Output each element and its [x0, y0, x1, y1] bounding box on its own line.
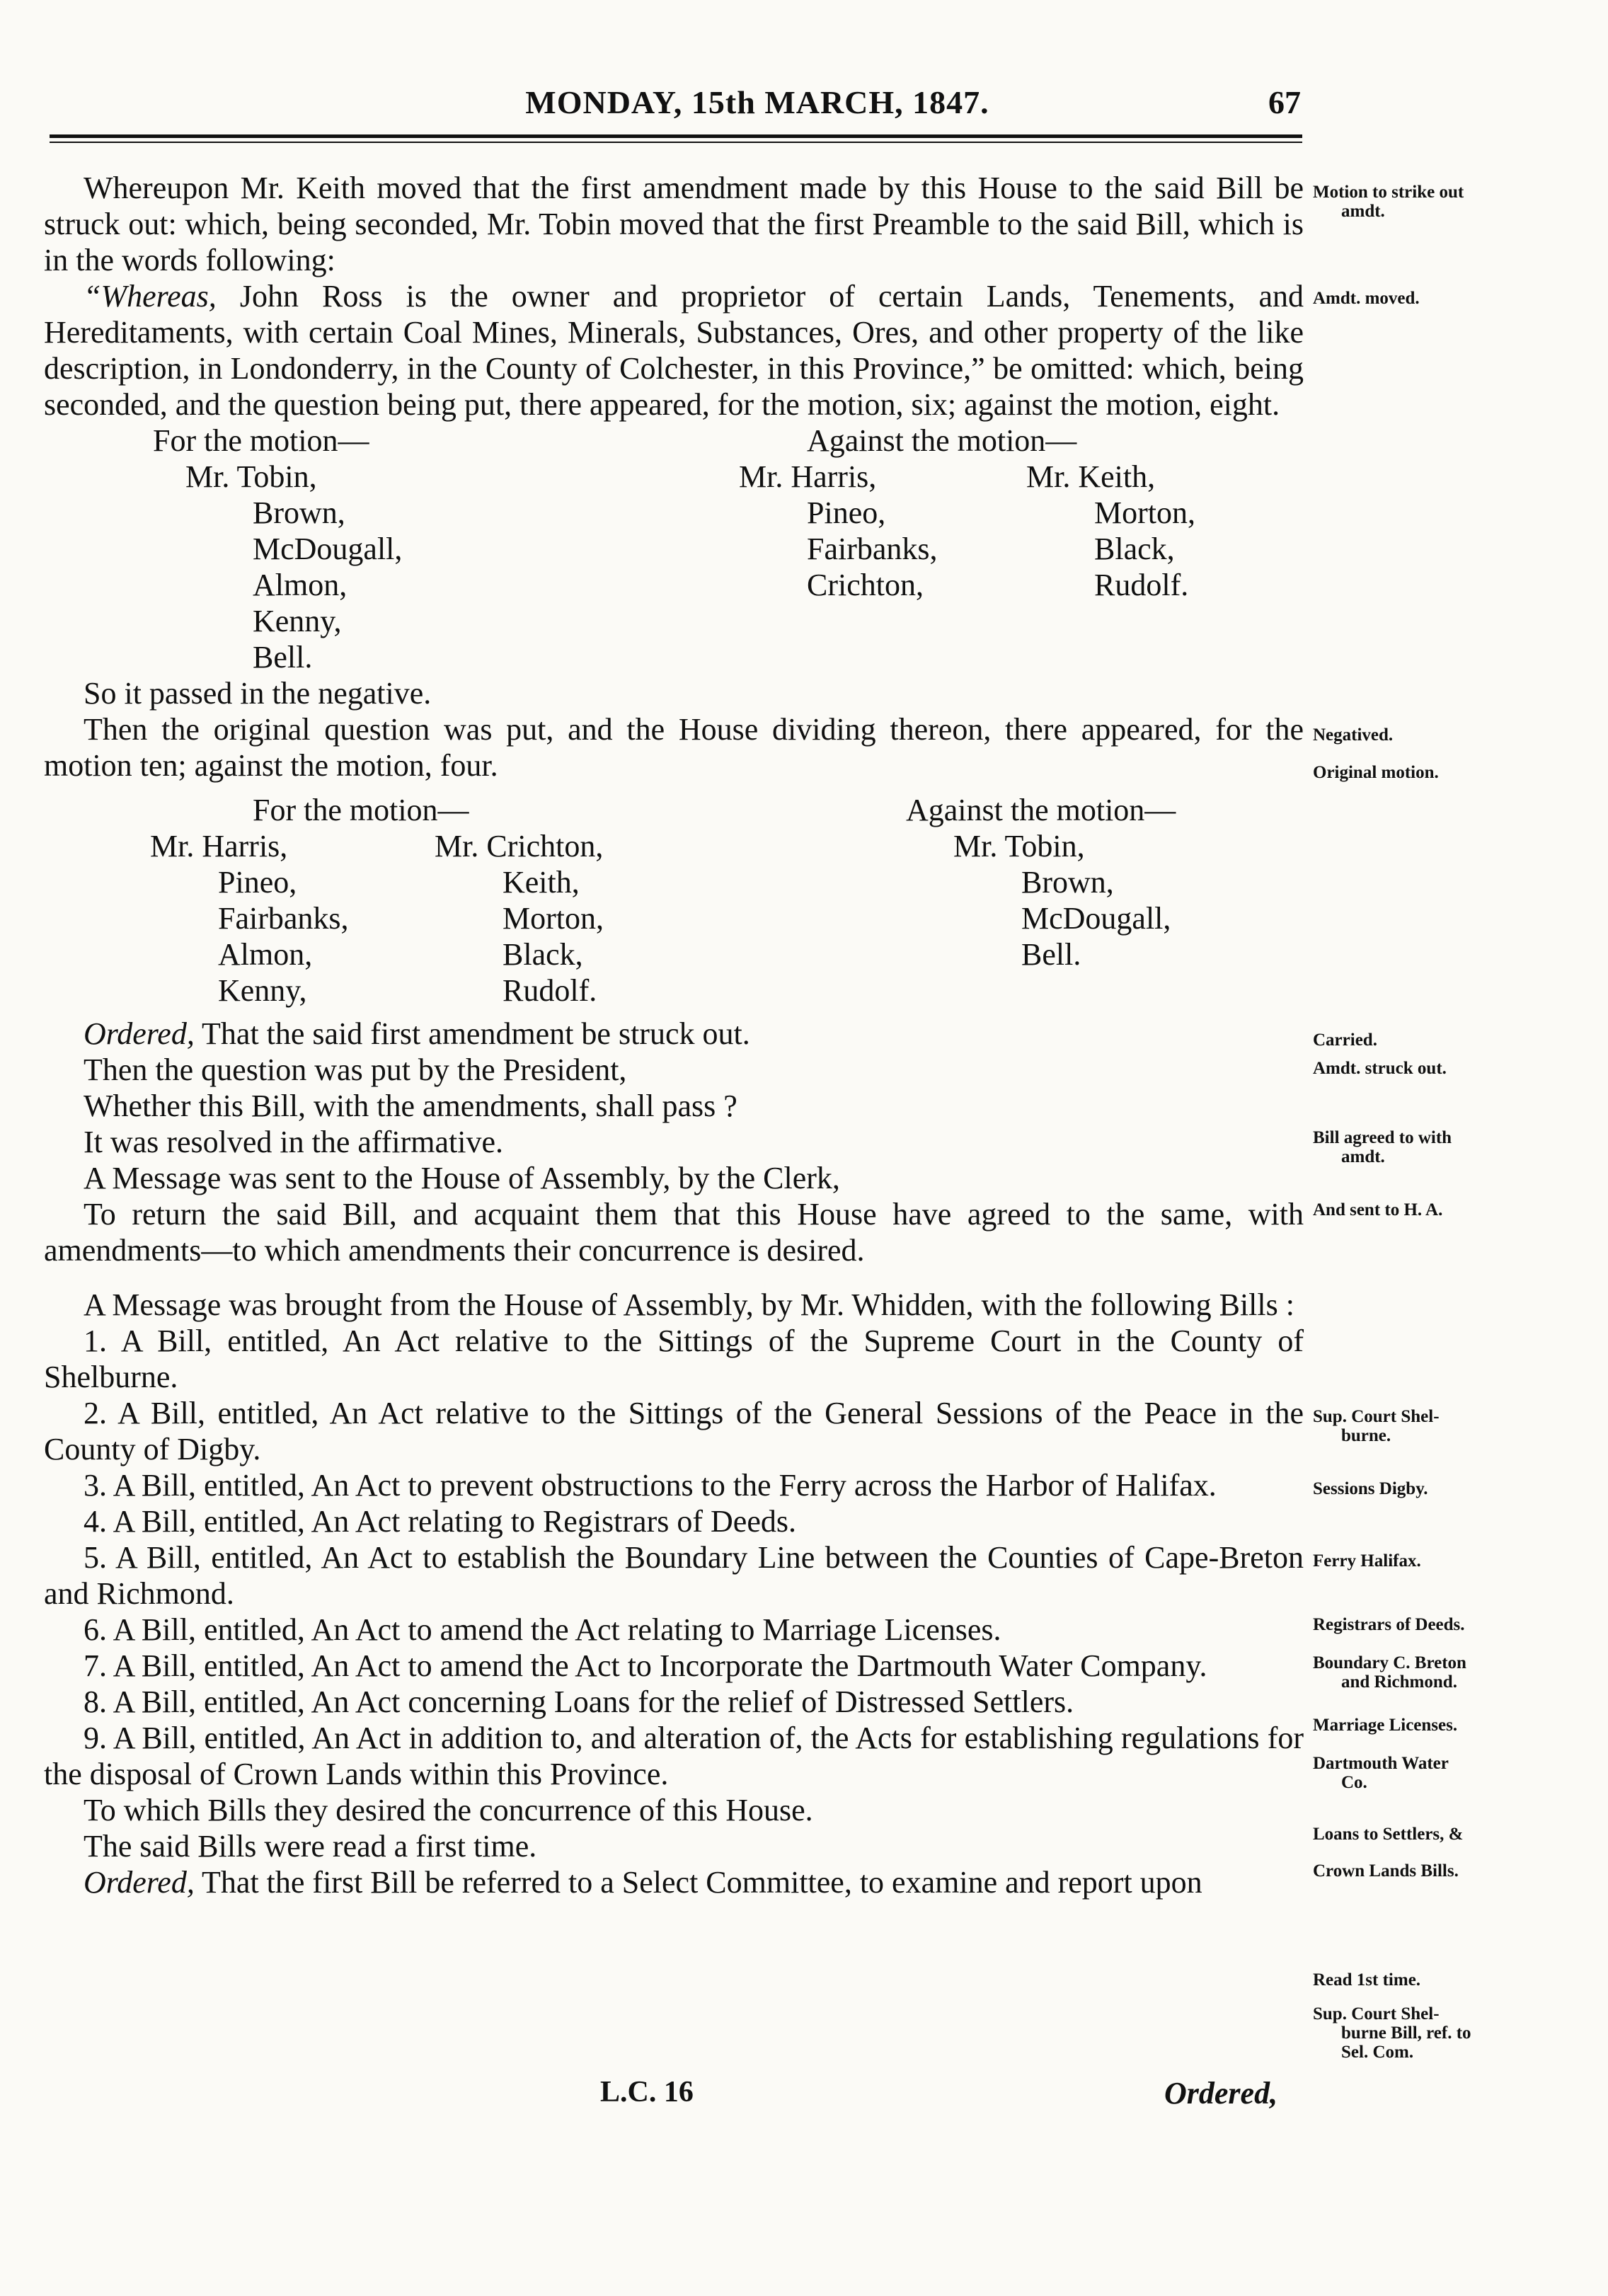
- member-name: Crichton,: [807, 568, 924, 602]
- margin-note: [1313, 1128, 1539, 1166]
- bill-item: 5. A Bill, entitled, An Act to establish the Boundary Line between the Counties of Cape-Breton and Richmond.: [44, 1540, 1304, 1611]
- paragraph: The said Bills were read a first time.: [84, 1829, 537, 1864]
- member-name: Almon,: [218, 937, 313, 972]
- member-name: Bell.: [1021, 937, 1081, 972]
- member-name: Mr. Tobin,: [185, 459, 317, 494]
- italic-text: “Whereas,: [84, 279, 217, 314]
- bill-item: 2. A Bill, entitled, An Act relative to the Sittings of the General Sessions of the Peace in the County of Digby.: [44, 1396, 1304, 1466]
- paragraph-text: That the first Bill be referred to a Select Committee, to examine and report upon: [194, 1865, 1202, 1900]
- catchword: Ordered,: [1164, 2076, 1278, 2111]
- bill-item: 7. A Bill, entitled, An Act to amend the Act to Incorporate the Dartmouth Water Company.: [84, 1648, 1207, 1683]
- page-number: 67: [1268, 84, 1301, 120]
- page-header-date: MONDAY, 15th MARCH, 1847.: [525, 84, 989, 120]
- margin-note-text: and Richmond.: [1341, 1672, 1457, 1692]
- margin-note: [1313, 1653, 1539, 1692]
- against-names-2: [1026, 459, 1195, 603]
- member-name: Black,: [1094, 532, 1175, 566]
- margin-note: Original motion.: [1313, 763, 1439, 782]
- signature-mark: L.C. 16: [600, 2076, 694, 2108]
- margin-note: Sessions Digby.: [1313, 1479, 1428, 1498]
- margin-note: Carried.: [1313, 1031, 1377, 1050]
- paragraph: To return the said Bill, and acquaint them that this House have agreed to the same, with amendments—to which amendments their concurrence is desired.: [44, 1197, 1304, 1268]
- margin-note: Marriage Licenses.: [1313, 1716, 1458, 1735]
- spacer: [44, 1268, 1304, 1287]
- paragraph-text: John Ross is the owner and proprietor of certain Lands, Tenements, and Hereditaments, with certain Coal Mines, Minerals, Substances, Ores, and other property of the like description, in Londonderry, in the County of Colchester, in this Province,” be omitted: which, being seconded, and the question being put, there appeared, for the motion, six; against the motion, eight.: [44, 279, 1304, 422]
- margin-note: Amdt. struck out.: [1313, 1059, 1447, 1078]
- member-name: Mr. Harris,: [739, 459, 877, 494]
- margin-note-text: Bill agreed to with: [1313, 1128, 1452, 1147]
- margin-note-text: Co.: [1341, 1773, 1367, 1792]
- member-name: Bell.: [253, 640, 313, 675]
- margin-note-text: Boundary C. Breton: [1313, 1653, 1466, 1672]
- paragraph: Then the question was put by the President,: [84, 1052, 627, 1087]
- margin-note: Read 1st time.: [1313, 1970, 1421, 1990]
- bill-item: 4. A Bill, entitled, An Act relating to Registrars of Deeds.: [84, 1504, 796, 1539]
- for-names: [185, 459, 402, 675]
- against-names: [953, 828, 1171, 972]
- margin-note-text: Motion to strike out: [1313, 183, 1464, 202]
- member-name: Mr. Harris,: [150, 829, 288, 863]
- bill-item: 1. A Bill, entitled, An Act relative to the Sittings of the Supreme Court in the County of Shelburne.: [44, 1324, 1304, 1394]
- margin-note: Crown Lands Bills.: [1313, 1861, 1459, 1881]
- paragraph: A Message was brought from the House of Assembly, by Mr. Whidden, with the following Bills :: [84, 1287, 1294, 1322]
- member-name: Rudolf.: [502, 973, 597, 1008]
- paragraph-text: That the said first amendment be struck out.: [194, 1016, 750, 1051]
- margin-note: Registrars of Deeds.: [1313, 1615, 1465, 1634]
- bill-item: 9. A Bill, entitled, An Act in addition to, and alteration of, the Acts for establishing regulations for the disposal of Crown Lands within this Province.: [44, 1721, 1304, 1791]
- member-name: Mr. Crichton,: [435, 829, 604, 863]
- member-name: Mr. Tobin,: [953, 829, 1085, 863]
- header-rule-thin: [50, 142, 1302, 143]
- margin-note-text: Sup. Court Shel-: [1313, 2004, 1440, 2024]
- margin-note: Ferry Halifax.: [1313, 1551, 1421, 1571]
- margin-note: [1313, 1754, 1539, 1792]
- margin-note-text: Sel. Com.: [1341, 2043, 1414, 2062]
- member-name: Pineo,: [218, 865, 297, 900]
- member-name: Fairbanks,: [218, 901, 349, 936]
- italic-text: Ordered,: [84, 1016, 195, 1051]
- margin-note-text: burne.: [1341, 1426, 1391, 1445]
- paragraph: [44, 1016, 1304, 1052]
- member-name: Almon,: [253, 568, 348, 602]
- paragraph: Then the original question was put, and the House dividing thereon, there appeared, for the motion ten; against the motion, four.: [44, 712, 1304, 783]
- bill-item: 3. A Bill, entitled, An Act to prevent obstructions to the Ferry across the Harbor of Halifax.: [84, 1468, 1217, 1503]
- paragraph: Whereupon Mr. Keith moved that the first amendment made by this House to the said Bill be struck out: which, being seconded, Mr. Tobin moved that the first Preamble to the said Bill, which is in the words following:: [44, 171, 1304, 277]
- member-name: Fairbanks,: [807, 532, 938, 566]
- member-name: McDougall,: [1021, 901, 1171, 936]
- member-name: Morton,: [502, 901, 604, 936]
- journal-body: [44, 170, 1304, 1900]
- paragraph: Whether this Bill, with the amendments, shall pass ?: [84, 1089, 737, 1123]
- margin-note: Loans to Settlers, &: [1313, 1825, 1464, 1844]
- member-name: Kenny,: [218, 973, 307, 1008]
- member-name: Brown,: [253, 495, 345, 530]
- member-name: Brown,: [1021, 865, 1114, 900]
- for-names-2: [435, 828, 604, 1009]
- member-name: Keith,: [502, 865, 580, 900]
- margin-note-text: burne Bill, ref. to: [1341, 2024, 1471, 2043]
- margin-note: Negatived.: [1313, 725, 1394, 745]
- margin-note-text: amdt.: [1341, 202, 1385, 221]
- member-name: Pineo,: [807, 495, 886, 530]
- member-name: Black,: [502, 937, 583, 972]
- paragraph: A Message was sent to the House of Assembly, by the Clerk,: [84, 1161, 840, 1195]
- margin-note: [1313, 1407, 1539, 1445]
- paragraph: [44, 278, 1304, 423]
- paragraph: It was resolved in the affirmative.: [84, 1125, 503, 1159]
- for-heading: For the motion—: [153, 423, 369, 458]
- against-names-1: [739, 459, 938, 603]
- for-names-1: [150, 828, 349, 1009]
- margin-note: Amdt. moved.: [1313, 289, 1420, 308]
- margin-note-text: amdt.: [1341, 1147, 1385, 1166]
- margin-note: And sent to H. A.: [1313, 1200, 1443, 1219]
- bill-item: 8. A Bill, entitled, An Act concerning Loans for the relief of Distressed Settlers.: [84, 1684, 1074, 1719]
- division-list: [44, 792, 1304, 1016]
- bill-item: 6. A Bill, entitled, An Act to amend the Act relating to Marriage Licenses.: [84, 1612, 1001, 1647]
- against-heading: Against the motion—: [807, 423, 1077, 458]
- member-name: McDougall,: [253, 532, 403, 566]
- italic-text: Ordered,: [84, 1865, 195, 1900]
- against-heading: Against the motion—: [906, 793, 1176, 827]
- margin-note: [1313, 183, 1539, 221]
- margin-note-text: Dartmouth Water: [1313, 1754, 1449, 1773]
- member-name: Kenny,: [253, 604, 342, 638]
- margin-note: [1313, 2004, 1539, 2062]
- margin-note-text: Sup. Court Shel-: [1313, 1407, 1440, 1426]
- member-name: Rudolf.: [1094, 568, 1189, 602]
- division-list: [44, 423, 1304, 675]
- header-rule-thick: [50, 134, 1302, 138]
- member-name: Morton,: [1094, 495, 1195, 530]
- member-name: Mr. Keith,: [1026, 459, 1156, 494]
- for-heading: For the motion—: [253, 793, 469, 827]
- paragraph: [44, 1864, 1304, 1900]
- paragraph: So it passed in the negative.: [84, 676, 432, 711]
- paragraph: To which Bills they desired the concurrence of this House.: [84, 1793, 813, 1827]
